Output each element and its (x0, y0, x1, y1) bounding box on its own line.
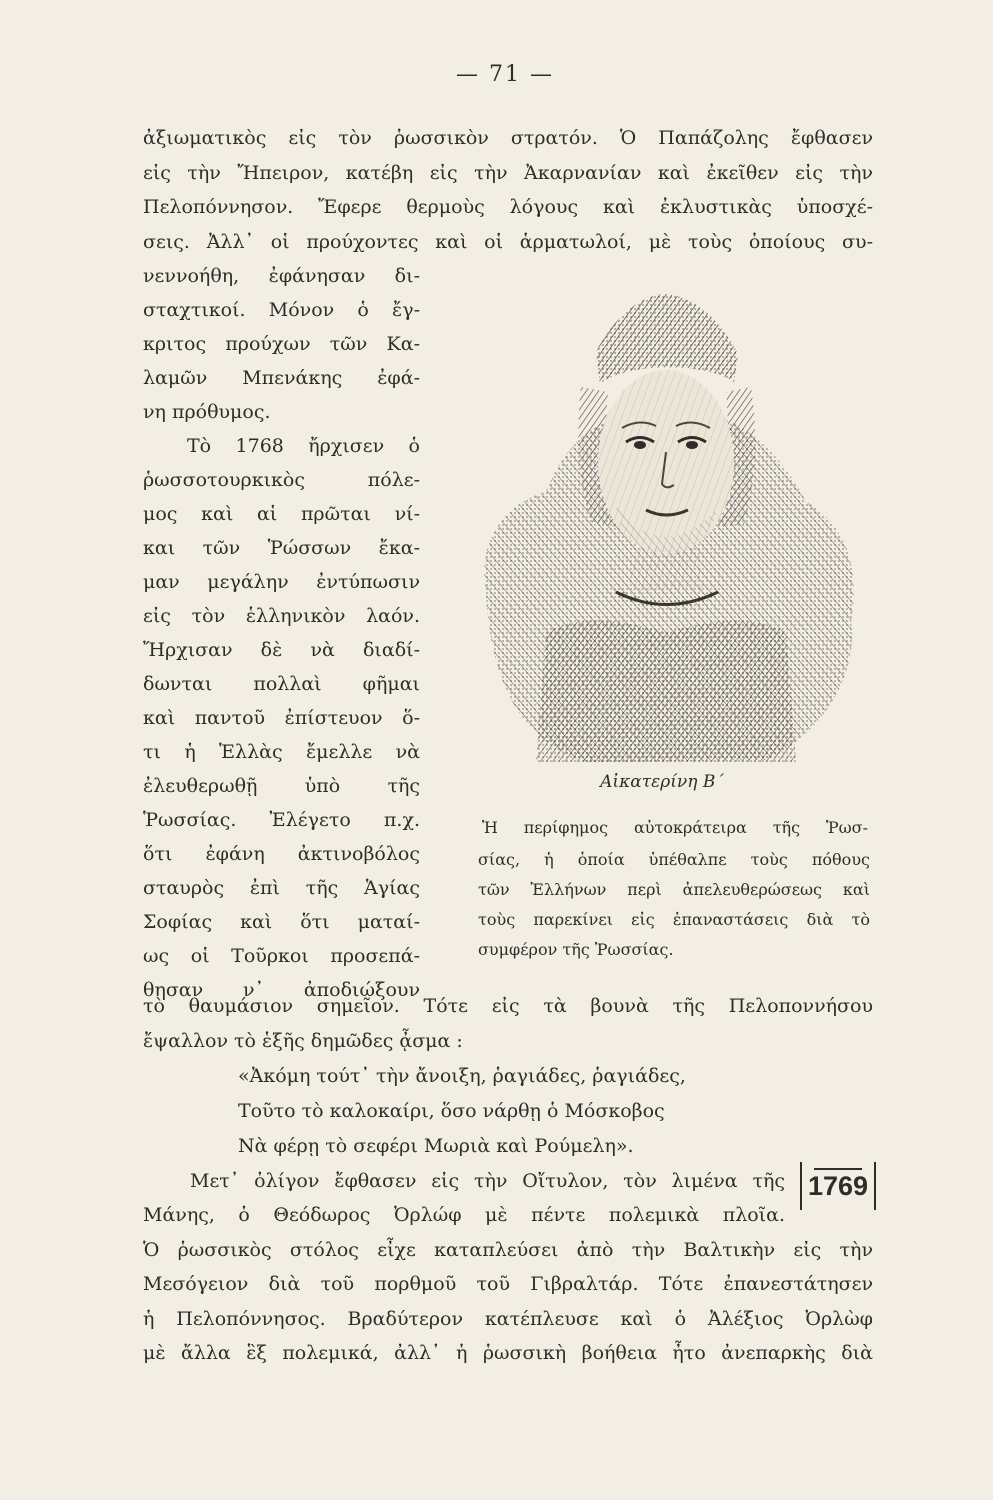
text-line: σεις. Ἀλλ᾽ οἱ προύχοντες καὶ οἱ ἁρματωλοί, μὲ τοὺς ὁποίους συ- (143, 231, 873, 253)
text-line: μαν μεγάλην ἐντύπωσιν (143, 571, 420, 593)
text-line: Σοφίας καὶ ὅτι ματαί- (143, 911, 420, 933)
text-line: ἐλευθερωθῇ ὑπὸ τῆς (143, 775, 420, 797)
margin-year: 1769 (800, 1162, 876, 1210)
text-line: σταχτικοί. Μόνον ὁ ἔγ- (143, 299, 420, 321)
portrait-engraving (466, 292, 866, 770)
text-line: κριτος προύχων τῶν Κα- (143, 333, 420, 355)
text-line: μὲ ἄλλα ἓξ πολεμικά, ἀλλ᾽ ἡ ῥωσσικὴ βοήθεια ἦτο ἀνεπαρκὴς διὰ (143, 1342, 873, 1364)
text-line: Τὸ 1768 ἤρχισεν ὁ (187, 435, 420, 457)
text-line: Μεσόγειον διὰ τοῦ πορθμοῦ τοῦ Γιβραλτάρ. Τότε ἐπανεστάτησεν (143, 1273, 873, 1295)
text-line: νεννοήθη, ἐφάνησαν δι- (143, 265, 420, 287)
text-line: θησαν ν᾽ ἀποδιώξουν (143, 979, 420, 1001)
caption-line: σίας, ἡ ὁποία ὑπέθαλπε τοὺς πόθους (478, 850, 870, 869)
text-line: Ὁ ῥωσσικὸς στόλος εἶχε καταπλεύσει ἀπὸ τὴν Βαλτικὴν εἰς τὴν (143, 1239, 873, 1261)
text-line: νη πρόθυμος. (143, 401, 271, 423)
caption-line: τοὺς παρεκίνει εἰς ἐπαναστάσεις διὰ τὸ (478, 910, 870, 929)
text-line: τὸ θαυμάσιον σημεῖον. Τότε εἰς τὰ βουνὰ τῆς Πελοποννήσου (143, 995, 873, 1017)
text-line: Μάνης, ὁ Θεόδωρος Ὀρλώφ μὲ πέντε πολεμικὰ πλοῖα. (143, 1204, 785, 1226)
text-line: σταυρὸς ἐπὶ τῆς Ἁγίας (143, 877, 420, 899)
text-line: εἰς τὸν ἑλληνικὸν λαόν. (143, 605, 420, 627)
text-line: ἡ Πελοπόννησος. Βραδύτερον κατέπλευσε καὶ ὁ Ἀλέξιος Ὀρλὼφ (143, 1308, 873, 1330)
poem-line: «Ἀκόμη τούτ᾽ τὴν ἄνοιξη, ῥαγιάδες, ῥαγιάδες, (238, 1065, 686, 1087)
caption-line: συμφέρον τῆς Ῥωσσίας. (478, 940, 674, 959)
poem-line: Νὰ φέρῃ τὸ σεφέρι Μωριὰ καὶ Ρούμελη». (238, 1135, 634, 1157)
caption-line: τῶν Ἑλλήνων περὶ ἀπελευθερώσεως καὶ (478, 880, 870, 899)
text-line: και τῶν Ῥώσσων ἔκα- (143, 537, 420, 559)
caption-line: Ἡ περίφημος αὐτοκράτειρα τῆς Ῥωσ- (482, 818, 868, 837)
text-line: ως οἱ Τοῦρκοι προσεπά- (143, 945, 420, 967)
text-line: λαμῶν Μπενάκης ἐφά- (143, 367, 420, 389)
text-line: δωνται πολλαὶ φῆμαι (143, 673, 420, 695)
text-line: ὅτι ἐφάνη ἀκτινοβόλος (143, 843, 420, 865)
text-line: εἰς τὴν Ἤπειρον, κατέβη εἰς τὴν Ἀκαρνανίαν καὶ ἐκεῖθεν εἰς τὴν (143, 162, 873, 184)
text-line: Ῥωσσίας. Ἐλέγετο π.χ. (143, 809, 420, 831)
text-line: ῥωσσοτουρκικὸς πόλε- (143, 469, 420, 491)
text-line: Μετ᾽ ὀλίγον ἔφθασεν εἰς τὴν Οἴτυλον, τὸν λιμένα τῆς (190, 1170, 785, 1192)
caption-title: Αἰκατερίνη Β΄ (600, 772, 724, 792)
text-line: μος καὶ αἱ πρῶται νί- (143, 503, 420, 525)
text-line: Πελοπόννησον. Ἔφερε θερμοὺς λόγους καὶ ἐκλυστικὰς ὑποσχέ- (143, 196, 873, 218)
text-line: τι ἡ Ἑλλὰς ἔμελλε νὰ (143, 741, 420, 763)
text-line: ἔψαλλον τὸ ἑξῆς δημῶδες ᾆσμα : (143, 1030, 463, 1052)
text-line: Ἤρχισαν δὲ νὰ διαδί- (143, 639, 420, 661)
text-line: καὶ παντοῦ ἐπίστευον ὅ- (143, 707, 420, 729)
poem-line: Τοῦτο τὸ καλοκαίρι, ὅσο νάρθῃ ὁ Μόσκοβος (238, 1100, 665, 1122)
text-line: ἀξιωματικὸς εἰς τὸν ῥωσσικὸν στρατόν. Ὁ Παπάζολης ἔφθασεν (143, 127, 873, 149)
page-number: — 71 — (456, 62, 554, 87)
